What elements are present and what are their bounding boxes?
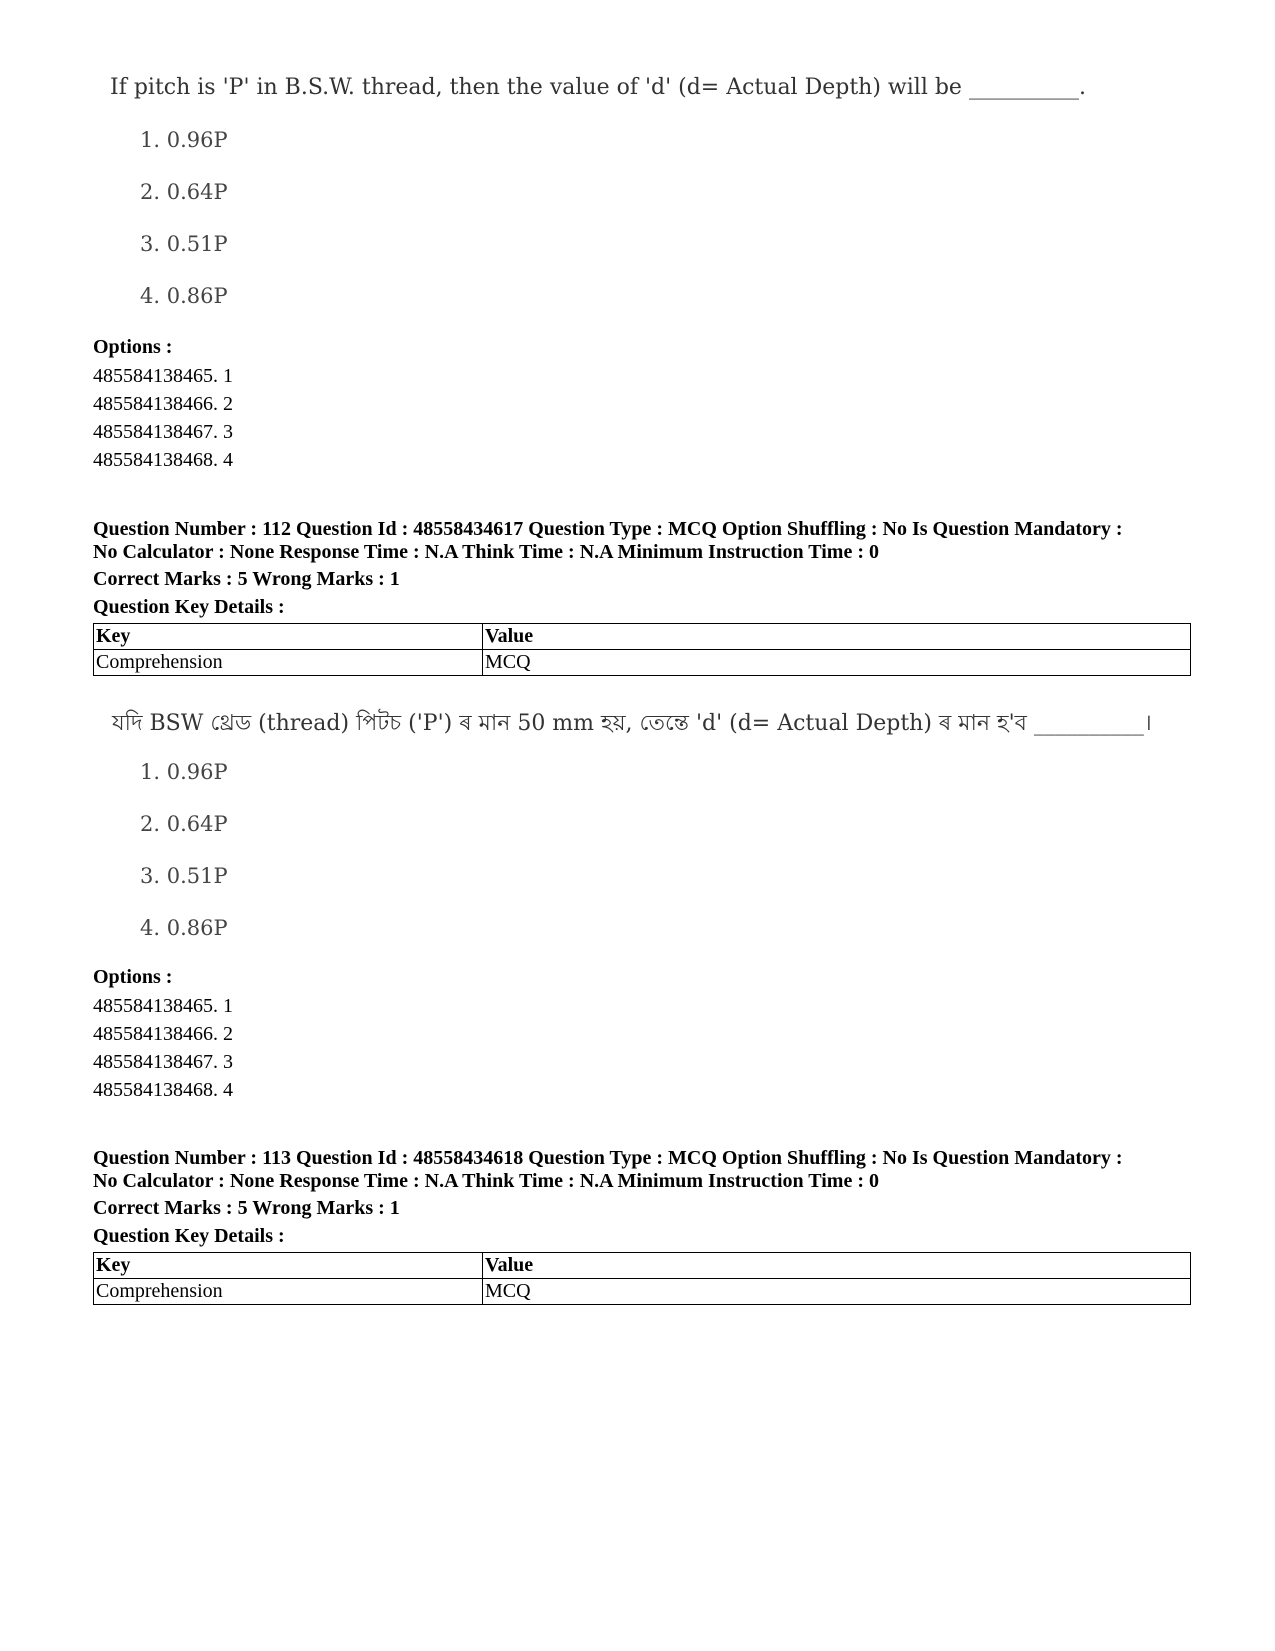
- table-cell-key: Comprehension: [94, 650, 483, 676]
- question-meta-line: Question Number : 112 Question Id : 48558434617 Question Type : MCQ Option Shuffling : No Is Question Mandatory :: [93, 518, 1123, 540]
- answer-choice: 3. 0.51P: [140, 864, 228, 888]
- key-details-heading: Question Key Details :: [93, 1225, 285, 1247]
- option-id: 485584138467. 3: [93, 1051, 233, 1073]
- answer-choice: 4. 0.86P: [140, 916, 228, 940]
- option-id: 485584138465. 1: [93, 365, 233, 387]
- marks-line: Correct Marks : 5 Wrong Marks : 1: [93, 568, 400, 590]
- key-details-table: [93, 623, 1191, 676]
- marks-line: Correct Marks : 5 Wrong Marks : 1: [93, 1197, 400, 1219]
- question-meta-line: No Calculator : None Response Time : N.A Think Time : N.A Minimum Instruction Time : 0: [93, 541, 879, 563]
- table-row: [94, 650, 1191, 676]
- answer-choice: 1. 0.96P: [140, 128, 228, 152]
- table-header-row: [94, 624, 1191, 650]
- options-heading: Options :: [93, 336, 173, 358]
- table-cell-value: MCQ: [483, 1279, 1191, 1305]
- option-id: 485584138466. 2: [93, 1023, 233, 1045]
- question-meta: [93, 518, 1123, 564]
- question-text: যদি BSW থ্ৰেড (thread) পিটচ ('P') ৰ মান 50 mm হয়, তেন্তে 'd' (d= Actual Depth) ৰ মান হ'ব __________।: [112, 711, 1152, 736]
- question-meta-line: No Calculator : None Response Time : N.A Think Time : N.A Minimum Instruction Time : 0: [93, 1170, 879, 1192]
- option-id: 485584138467. 3: [93, 421, 233, 443]
- key-details-table: [93, 1252, 1191, 1305]
- answer-choice: 3. 0.51P: [140, 232, 228, 256]
- table-cell-value: MCQ: [483, 650, 1191, 676]
- table-row: [94, 1279, 1191, 1305]
- table-header-value: Value: [483, 624, 1191, 650]
- option-id: 485584138466. 2: [93, 393, 233, 415]
- key-details-heading: Question Key Details :: [93, 596, 285, 618]
- table-header-row: [94, 1253, 1191, 1279]
- options-list: [93, 992, 233, 1104]
- answer-choice: 2. 0.64P: [140, 180, 228, 204]
- question-text: If pitch is 'P' in B.S.W. thread, then the value of 'd' (d= Actual Depth) will be __________.: [110, 75, 1086, 100]
- table-cell-key: Comprehension: [94, 1279, 483, 1305]
- option-id: 485584138468. 4: [93, 1079, 233, 1101]
- option-id: 485584138465. 1: [93, 995, 233, 1017]
- answer-choice: 4. 0.86P: [140, 284, 228, 308]
- option-id: 485584138468. 4: [93, 449, 233, 471]
- table-header-key: Key: [94, 1253, 483, 1279]
- question-meta: [93, 1147, 1123, 1193]
- table-header-value: Value: [483, 1253, 1191, 1279]
- options-list: [93, 362, 233, 474]
- question-meta-line: Question Number : 113 Question Id : 48558434618 Question Type : MCQ Option Shuffling : No Is Question Mandatory :: [93, 1147, 1123, 1169]
- options-heading: Options :: [93, 966, 173, 988]
- table-header-key: Key: [94, 624, 483, 650]
- answer-choice: 1. 0.96P: [140, 760, 228, 784]
- answer-choice: 2. 0.64P: [140, 812, 228, 836]
